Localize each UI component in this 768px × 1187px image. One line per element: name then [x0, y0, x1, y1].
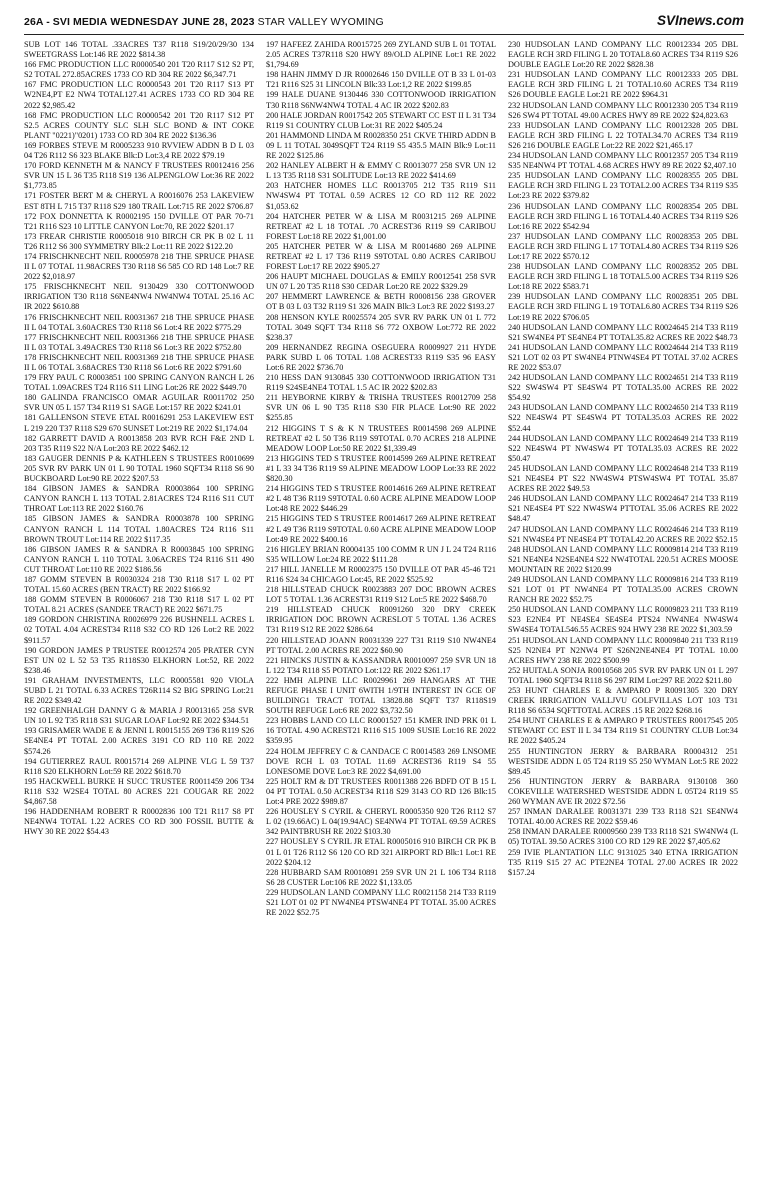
notice-entry: SUB LOT 146 TOTAL .33ACRES T37 R118 S19/20/29/30 134 SWEETGRASS Lot:146 RE 2022 $814.38: [24, 40, 254, 60]
notice-entry: 196 HADDENHAM ROBERT R R0002836 100 T21 R117 S8 PT NE4NW4 TOTAL 1.22 ACRES CO RD 300 FOSSIL BUTTE & HWY 30 RE 2022 $54.43: [24, 807, 254, 837]
column-1: [24, 40, 254, 1176]
notice-entry: 216 HIGLEY BRIAN R0004135 100 COMM R UN J L 24 T24 R116 S35 WILLOW Lot:24 RE 2022 $111.28: [266, 544, 496, 564]
notice-entry: 176 FRISCHKNECHT NEIL R0031367 218 THE SPRUCE PHASE II L 04 TOTAL 3.60ACRES T30 R118 S6 Lot:4 RE 2022 $775.29: [24, 312, 254, 332]
notice-entry: 227 HOUSLEY S CYRIL JR ETAL R0005016 910 BIRCH CR PK B 01 L 01 T26 R112 S6 120 CO RD 321 AIRPORT RD Blk:1 Lot:1 RE 2022 $204.12: [266, 837, 496, 867]
notice-entry: 244 HUDSOLAN LAND COMPANY LLC R0024649 214 T33 R119 S22 NE4SW4 PT NW4SW4 PT TOTAL35.03 ACRES RE 2022 $50.47: [508, 433, 738, 463]
notice-entry: 253 HUNT CHARLES E & AMPARO P R0091305 320 DRY CREEK IRRIGATION VALLJVU GOLFVILLAS LOT 103 T31 R118 S6 6534 SQFTTOTAL ACRES .15 RE 2022 $268.16: [508, 686, 738, 716]
notice-entry: 188 GOMM STEVEN B R0006067 218 T30 R118 S17 L 02 PT TOTAL 8.21 ACRES (SANDEE TRACT) RE 2022 $671.75: [24, 595, 254, 615]
notice-entry: 239 HUDSOLAN LAND COMPANY LLC R0028351 205 DBL EAGLE RCH 3RD FILING L 19 TOTAL6.80 ACRES T34 R119 S26 Lot:19 RE 2022 $706.05: [508, 292, 738, 322]
notice-entry: 238 HUDSOLAN LAND COMPANY LLC R0028352 205 DBL EAGLE RCH 3RD FILING L 18 TOTAL5.00 ACRES T34 R119 S26 Lot:18 RE 2022 $583.71: [508, 262, 738, 292]
notice-entry: 258 INMAN DARALEE R0009560 239 T33 R118 S21 SW4NW4 (L 05) TOTAL 39.50 ACRES 3100 CO RD 129 RE 2022 $7,405.62: [508, 827, 738, 847]
notice-entry: 236 HUDSOLAN LAND COMPANY LLC R0028354 205 DBL EAGLE RCH 3RD FILING L 16 TOTAL4.40 ACRES T34 R119 S26 Lot:16 RE 2022 $542.94: [508, 201, 738, 231]
page-header: [24, 14, 744, 35]
notice-entry: 224 HOLM JEFFREY C & CANDACE C R0014583 269 LNSOME DOVE RCH L 03 TOTAL 11.69 ACREST36 R119 S4 55 LONESOME DOVE Lot:3 RE 2022 $4,691.00: [266, 746, 496, 776]
notice-entry: 192 GREENHALGH DANNY G & MARIA J R0013165 258 SVR UN 10 L 92 T35 R118 S31 SUGAR LOAF Lot:92 RE 2022 $344.51: [24, 706, 254, 726]
notice-entry: 254 HUNT CHARLES E & AMPARO P TRUSTEES R0017545 205 STEWART CC EST II L 34 T34 R119 S1 COUNTRY CLUB Lot:34 RE 2022 $405.24: [508, 716, 738, 746]
notice-entry: 181 GALLENSON STEVE ETAL R0016291 253 LAKEVIEW EST L 219 220 T37 R118 S29 670 SUNSET Lot:219 RE 2022 $1,174.04: [24, 413, 254, 433]
notice-entry: 168 FMC PRODUCTION LLC R0000542 201 T20 R117 S12 PT S2.5 ACRES COUNTY SLC SLH SLC BOND & INT COKE PLANT "0221)"0201) 1733 CO RD 304 RE 2022 $136.36: [24, 110, 254, 140]
notice-entry: 194 GUTIERREZ RAUL R0015714 269 ALPINE VLG L 59 T37 R118 S20 ELKHORN Lot:59 RE 2022 $618.70: [24, 756, 254, 776]
notice-entry: 228 HUBBARD SAM R0010891 259 SVR UN 21 L 106 T34 R118 S6 28 CUSTER Lot:106 RE 2022 $1,133.05: [266, 867, 496, 887]
header-dateline: [24, 16, 384, 28]
notice-entry: 184 GIBSON JAMES & SANDRA R0003864 100 SPRING CANYON RANCH L 113 TOTAL 2.81ACRES T24 R116 S11 CUT THROAT Lot:113 RE 2022 $160.76: [24, 484, 254, 514]
notice-entry: 248 HUDSOLAN LAND COMPANY LLC R0009814 214 T33 R119 S21 NE4NE4 N2SE4NE4 S22 NW4TOTAL 220.51 ACRES MOOSE MOUNTAIN RE 2022 $120.99: [508, 544, 738, 574]
notice-entry: 251 HUDSOLAN LAND COMPANY LLC R0009840 211 T33 R119 S25 N2NE4 PT N2NW4 PT S26N2NE4NE4 PT TOTAL 10.00 ACRES HWY 238 RE 2022 $500.99: [508, 635, 738, 665]
notice-entry: 232 HUDSOLAN LAND COMPANY LLC R0012330 205 T34 R119 S26 SW4 PT TOTAL 49.00 ACRES HWY 89 RE 2022 $24,823.63: [508, 100, 738, 120]
notice-entry: 245 HUDSOLAN LAND COMPANY LLC R0024648 214 T33 R119 S21 NE4SE4 PT S22 NW4SW4 PTSW4SW4 PT TOTAL 35.87 ACRES RE 2022 $49.53: [508, 463, 738, 494]
notice-entry: 169 FORBES STEVE M R0005233 910 RVVIEW ADDN B D L 03 04 T26 R112 S6 323 BLAKE Blk:D Lot:3,4 RE 2022 $79.19: [24, 140, 254, 161]
notice-entry: 229 HUDSOLAN LAND COMPANY LLC R0021158 214 T33 R119 S21 LOT 01 02 PT NW4NE4 PTSW4NE4 PT TOTAL 35.00 ACRES RE 2022 $52.75: [266, 887, 496, 918]
notice-entry: 175 FRISCHKNECHT NEIL 9130429 330 COTTONWOOD IRRIGATION T30 R118 S6NE4NW4 NW4NW4 TOTAL 25.16 AC IR 2022 $610.88: [24, 282, 254, 312]
notice-entry: 178 FRISCHKNECHT NEIL R0031369 218 THE SPRUCE PHASE II L 06 TOTAL 3.68ACRES T30 R118 S6 Lot:6 RE 2022 $791.60: [24, 352, 254, 372]
notice-entry: 174 FRISCHKNECHT NEIL R0005978 218 THE SPRUCE PHASE II L 07 TOTAL 11.98ACRES T30 R118 S6 585 CO RD 148 Lot:7 RE 2022 $2,018.97: [24, 251, 254, 282]
notice-entry: 217 HILL JANELLE M R0002375 150 DVILLE OT PAR 45-46 T21 R116 S24 34 CHICAGO Lot:45, RE 2022 $525.92: [266, 564, 496, 584]
column-2: [266, 40, 496, 1176]
notice-entry: 197 HAFEEZ ZAHIDA R0015725 269 ZYLAND SUB L 01 TOTAL 2.05 ACRES T37R118 S20 HWY 89/OLD ALPINE Lot:1 RE 2022 $1,794.69: [266, 40, 496, 70]
notice-entry: 214 HIGGINS TED S TRUSTEE R0014616 269 ALPINE RETREAT #2 L 48 T36 R119 S9TOTAL 0.60 ACRE ALPINE MEADOW LOOP Lot:48 RE 2022 $446.29: [266, 484, 496, 514]
notice-entry: 257 INMAN DARALEE R0031371 239 T33 R118 S21 SE4NW4 TOTAL 40.00 ACRES RE 2022 $59.46: [508, 807, 738, 827]
notice-entry: 243 HUDSOLAN LAND COMPANY LLC R0024650 214 T33 R119 S22 NE4SW4 PT SE4SW4 PT TOTAL35.03 ACRES RE 2022 $52.44: [508, 403, 738, 433]
notice-entry: 234 HUDSOLAN LAND COMPANY LLC R0012357 205 T34 R119 S35 NE4NW4 PT TOTAL 4.68 ACRES HWY 89 RE 2022 $2,407.10: [508, 151, 738, 171]
notice-entry: 198 HAHN JIMMY D JR R0002646 150 DVILLE OT B 33 L 01-03 T21 R116 S25 31 LINCOLN Blk:33 Lot:1,2 RE 2022 $199.85: [266, 70, 496, 90]
notice-entry: 225 HOLT RM & DT TRUSTEES R0011388 226 BDFD OT B 15 L 04 PT TOTAL 0.50 ACREST34 R118 S29 3143 CO RD 126 Blk:15 Lot:4 PRE 2022 $989.87: [266, 776, 496, 807]
notice-entry: 222 HMH ALPINE LLC R0029961 269 HANGARS AT THE REFUGE PHASE I UNIT 6WITH 1/9TH INTEREST IN GCE OF BUILDING1 TRACT TOTAL 13828.88 SQFT T37 R118S19 SOUTH REFUGE Lot:6 RE 2022 $3,732.50: [266, 675, 496, 716]
notice-entry: 182 GARRETT DAVID A R0013858 203 RVR RCH F&E 2ND L 203 T35 R119 S22 N/A Lot:203 RE 2022 $462.12: [24, 433, 254, 453]
notice-entry: 203 HATCHER HOMES LLC R0013705 212 T35 R119 S11 NW4SW4 PT TOTAL 0.59 ACRES 12 CO RD 112 RE 2022 $1,053.62: [266, 181, 496, 211]
notice-entry: 241 HUDSOLAN LAND COMPANY LLC R0024644 214 T33 R119 S21 LOT 02 03 PT SW4NE4 PTNW4SE4 PT TOTAL 37.02 ACRES RE 2022 $53.07: [508, 342, 738, 372]
notice-entry: 202 HANLEY ALBERT H & EMMY C R0013077 258 SVR UN 12 L 13 T35 R118 S31 SOLITUDE Lot:13 RE 2022 $414.69: [266, 161, 496, 181]
notice-entry: 180 GALINDA FRANCISCO OMAR AGUILAR R0011702 250 SVR UN 05 L 157 T34 R119 S1 SAGE Lot:157 RE 2022 $241.01: [24, 393, 254, 413]
header-page-section: 26A - SVI MEDIA: [24, 16, 108, 28]
header-site-name[interactable]: SVInews.com: [656, 13, 744, 28]
notice-entry: 170 FORD KENNETH M & NANCY F TRUSTEES R0012416 256 SVR UN 15 L 36 T35 R118 S19 136 ALPENGLOW Lot:36 RE 2022 $1,773.85: [24, 161, 254, 191]
notice-entry: 247 HUDSOLAN LAND COMPANY LLC R0024646 214 T33 R119 S21 NW4SE4 PT NE4SE4 PT TOTAL42.20 ACRES RE 2022 $52.15: [508, 524, 738, 544]
notice-entry: 187 GOMM STEVEN B R0030324 218 T30 R118 S17 L 02 PT TOTAL 15.60 ACRES (BEN TRACT) RE 2022 $166.92: [24, 574, 254, 595]
notice-entry: 195 HACKWELL BURKE H SUCC TRUSTEE R0011459 206 T34 R118 S32 W2SE4 TOTAL 80 ACRES 221 COUGAR RE 2022 $4,867.58: [24, 776, 254, 807]
notice-entry: 183 GAUGER DENNIS P & KATHLEEN S TRUSTEES R0010699 205 SVR RV PARK UN 01 L 90 TOTAL 1960 SQFT34 R118 S6 90 BUCKBOARD Lot:90 RE 2022 $207.53: [24, 453, 254, 484]
notice-entry: 237 HUDSOLAN LAND COMPANY LLC R0028353 205 DBL EAGLE RCH 3RD FILING L 17 TOTAL4.80 ACRES T34 R119 S26 Lot:17 RE 2022 $570.12: [508, 231, 738, 261]
notice-entry: 256 HUNTINGTON JERRY & BARBARA 9130108 360 COKEVILLE WATERSHED WESTSIDE ADDN L 05T24 R119 S5 260 WYMAN AVE IR 2022 $72.56: [508, 776, 738, 807]
notice-entry: 233 HUDSOLAN LAND COMPANY LLC R0012328 205 DBL EAGLE RCH 3RD FILING L 22 TOTAL34.70 ACRES T34 R119 S26 216 DOUBLE EAGLE Lot:22 RE 2022 $21,465.17: [508, 120, 738, 150]
notice-entry: 218 HILLSTEAD CHUCK R0023883 207 DOC BROWN ACRES LOT 5 TOTAL 1.36 ACREST31 R119 S12 Lot:5 RE 2022 $468.70: [266, 585, 496, 605]
notice-entry: 208 HENSON KYLE R0025574 205 SVR RV PARK UN 01 L 772 TOTAL 3049 SQFT T34 R118 S6 772 OXBOW Lot:772 RE 2022 $238.37: [266, 312, 496, 342]
notice-entry: 199 HALE DUANE 9130446 330 COTTONWOOD IRRIGATION T30 R118 S6NW4NW4 TOTAL 4 AC IR 2022 $202.83: [266, 90, 496, 110]
notice-entry: 166 FMC PRODUCTION LLC R0000540 201 T20 R117 S12 S2 PT, S2 TOTAL 272.85ACRES 1733 CO RD 304 RE 2022 $6,347.71: [24, 60, 254, 80]
notice-entry: 219 HILLSTEAD CHUCK R0091260 320 DRY CREEK IRRIGATION DOC BROWN ACRESLOT 5 TOTAL 1.36 ACRES T31 R119 S12 RE 2022 $286.64: [266, 605, 496, 635]
notice-entry: 230 HUDSOLAN LAND COMPANY LLC R0012334 205 DBL EAGLE RCH 3RD FILING L 20 TOTAL8.60 ACRES T34 R119 S26 DOUBLE EAGLE Lot:20 RE 2022 $828.38: [508, 40, 738, 70]
notice-entry: 205 HATCHER PETER W & LISA M R0014680 269 ALPINE RETREAT #2 L 17 T36 R119 S9TOTAL 0.80 ACRES CARIBOU FOREST Lot:17 RE 2022 $905.27: [266, 241, 496, 272]
notice-entry: 191 GRAHAM INVESTMENTS, LLC R0005581 920 VIOLA SUBD L 21 TOTAL 6.33 ACRES T26R114 S2 BIG SPRING Lot:21 RE 2022 $349.42: [24, 675, 254, 706]
notice-entry: 185 GIBSON JAMES & SANDRA R0003878 100 SPRING CANYON RANCH L 114 TOTAL 1.80ACRES T24 R116 S11 BROWN TROUT Lot:114 RE 2022 $117.35: [24, 514, 254, 544]
notice-entry: 189 GORDON CHRISTINA R0026979 226 BUSHNELL ACRES L 02 TOTAL 4.04 ACREST34 R118 S32 CO RD 126 Lot:2 RE 2022 $911.57: [24, 615, 254, 645]
notice-entry: 213 HIGGINS TED S TRUSTEE R0014599 269 ALPINE RETREAT #1 L 33 34 T36 R119 S9 ALPINE MEADOW LOOP Lot:33 RE 2022 $820.30: [266, 453, 496, 484]
notice-entry: 212 HIGGINS T S & K N TRUSTEES R0014598 269 ALPINE RETREAT #2 L 50 T36 R119 S9TOTAL 0.70 ACRES 218 ALPINE MEADOW LOOP Lot:50 RE 2022 $1,339.49: [266, 423, 496, 453]
notice-entry: 249 HUDSOLAN LAND COMPANY LLC R0009816 214 T33 R119 S21 LOT 01 PT NW4NE4 PT TOTAL35.00 ACRES CROWN RANCH RE 2022 $52.75: [508, 574, 738, 605]
notice-entry: 201 HAMMOND LINDA M R0028350 251 CKVE THIRD ADDN B 09 L 11 TOTAL 3049SQFT T24 R119 S5 435.5 MAIN Blk:9 Lot:11 RE 2022 $125.86: [266, 130, 496, 161]
notice-entry: 172 FOX DONNETTA K R0002195 150 DVILLE OT PAR 70-71 T21 R116 S23 10 LITTLE CANYON Lot:70, RE 2022 $201.17: [24, 211, 254, 231]
notice-entry: 211 HEYBORNE KIRBY & TRISHA TRUSTEES R0012709 258 SVR UN 06 L 90 T35 R118 S30 FIR PLACE Lot:90 RE 2022 $255.85: [266, 393, 496, 423]
notice-entry: 177 FRISCHKNECHT NEIL R0031366 218 THE SPRUCE PHASE II L 03 TOTAL 3.49ACRES T30 R118 S6 Lot:3 RE 2022 $752.80: [24, 332, 254, 352]
notice-entry: 235 HUDSOLAN LAND COMPANY LLC R0028355 205 DBL EAGLE RCH 3RD FILING L 23 TOTAL2.00 ACRES T34 R119 S35 Lot:23 RE 2022 $379.82: [508, 171, 738, 201]
notice-entry: 223 HOBBS LAND CO LLC R0001527 151 KMER IND PRK 01 L 16 TOTAL 4.90 ACREST21 R116 S15 1009 SUSIE Lot:16 RE 2022 $359.95: [266, 716, 496, 746]
notice-entry: 173 FREAR CHRISTIE R0005018 910 BIRCH CR PK B 02 L 11 T26 R112 S6 300 SYMMETRY Blk:2 Lot:11 RE 2022 $122.20: [24, 231, 254, 251]
notice-entry: 210 HESS DAN 9130845 330 COTTONWOOD IRRIGATION T31 R119 S24SE4NE4 TOTAL 1.5 AC IR 2022 $202.83: [266, 373, 496, 393]
notice-entry: 252 HUITALA SONJA R0010568 205 SVR RV PARK UN 01 L 297 TOTAL 1960 SQFT34 R118 S6 297 RIM Lot:297 RE 2022 $211.80: [508, 665, 738, 685]
notice-entry: 209 HERNANDEZ REGINA OSEGUERA R0009927 211 HYDE PARK SUBD L 06 TOTAL 1.08 ACREST33 R119 S35 96 EASY Lot:6 RE 2022 $736.70: [266, 342, 496, 372]
notice-entry: 206 HAUPT MICHAEL DOUGLAS & EMILY R0012541 258 SVR UN 07 L 20 T35 R118 S30 CEDAR Lot:20 RE 2022 $329.29: [266, 272, 496, 292]
header-location: STAR VALLEY WYOMING: [257, 16, 384, 28]
notice-entry: 242 HUDSOLAN LAND COMPANY LLC R0024651 214 T33 R119 S22 SW4SW4 PT SE4SW4 PT TOTAL35.00 ACRES RE 2022 $54.92: [508, 373, 738, 403]
notice-entry: 207 HEMMERT LAWRENCE & BETH R0008156 238 GROVER OT B 03 L 03 T32 R119 S1 326 MAIN Blk:3 Lot:3 RE 2022 $193.27: [266, 292, 496, 312]
notice-entry: 215 HIGGINS TED S TRUSTEE R0014617 269 ALPINE RETREAT #2 L 49 T36 R119 S9TOTAL 0.60 ACRE ALPINE MEADOW LOOP Lot:49 RE 2022 $400.16: [266, 514, 496, 544]
notice-entry: 167 FMC PRODUCTION LLC R0000543 201 T20 R117 S13 PT W2NE4,PT E2 NW4 TOTAL127.41 ACRES 1733 CO RD 304 RE 2022 $2,985.42: [24, 80, 254, 110]
notice-entry: 221 HINCKS JUSTIN & KASSANDRA R0010097 259 SVR UN 18 L 122 T34 R118 S5 POTATO Lot:122 RE 2022 $261.17: [266, 655, 496, 675]
notice-entry: 246 HUDSOLAN LAND COMPANY LLC R0024647 214 T33 R119 S21 NE4SE4 PT S22 NW4SW4 PTTOTAL 35.06 ACRES RE 2022 $48.47: [508, 494, 738, 524]
notice-entry: 171 FOSTER BERT M & CHERYL A R0016076 253 LAKEVIEW EST 8TH L 715 T37 R118 S29 180 TRAIL Lot:715 RE 2022 $706.87: [24, 191, 254, 211]
notice-entry: 220 HILLSTEAD JOANN R0031339 227 T31 R119 S10 NW4NE4 PT TOTAL 2.00 ACRES RE 2022 $60.90: [266, 635, 496, 655]
notice-columns: [24, 40, 750, 1176]
notice-entry: 259 IVIE PLANTATION LLC 9131025 340 ETNA IRRIGATION T35 R119 S15 27 AC PTE2NE4 TOTAL 27.00 ACRES IR 2022 $157.24: [508, 847, 738, 877]
notice-entry: 204 HATCHER PETER W & LISA M R0031215 269 ALPINE RETREAT #2 L 18 TOTAL .70 ACREST36 R119 S9 CARIBOU FOREST Lot:18 RE 2022 $1,001.00: [266, 211, 496, 241]
notice-entry: 200 HALE JORDAN R0017542 205 STEWART CC EST II L 31 T34 R119 S1 COUNTRY CLUB Lot:31 RE 2022 $405.24: [266, 110, 496, 130]
notice-entry: 240 HUDSOLAN LAND COMPANY LLC R0024645 214 T33 R119 S21 SW4NE4 PT SE4NE4 PT TOTAL35.82 ACRES RE 2022 $48.73: [508, 322, 738, 342]
notice-entry: 226 HOUSLEY S CYRIL & CHERYL R0005350 920 T26 R112 S7 L 02 (19.66AC) L 04(19.94AC) SE4NW4 PT TOTAL 69.59 ACRES 342 PAINTBRUSH RE 2022 $103.30: [266, 807, 496, 837]
notice-entry: 193 GRISAMER WADE E & JENNI L R0015155 269 T36 R119 S26 SE4NE4 PT TOTAL 2.00 ACRES 3191 CO RD 110 RE 2022 $574.26: [24, 726, 254, 756]
header-date: WEDNESDAY JUNE 28, 2023: [110, 16, 255, 28]
notice-entry: 250 HUDSOLAN LAND COMPANY LLC R0009823 211 T33 R119 S23 E2NE4 PT NE4SE4 SE4SE4 PTS24 NW4NE4 NW4SW4 SW4SE4 TOTAL546.55 ACRES 924 HWY 238 RE 2022 $1,303.59: [508, 605, 738, 635]
notice-entry: 186 GIBSON JAMES R & SANDRA R R0003845 100 SPRING CANYON RANCH L 110 TOTAL 3.06ACRES T24 R116 S11 490 CUT THROAT Lot:110 RE 2022 $186.56: [24, 544, 254, 574]
notice-entry: 179 FRY PAUL C R0003851 100 SPRING CANYON RANCH L 26 TOTAL 1.09ACRES T24 R116 S11 LING Lot:26 RE 2022 $449.70: [24, 373, 254, 393]
column-3: [508, 40, 738, 1176]
notice-entry: 190 GORDON JAMES P TRUSTEE R0012574 205 PRATER CYN EST UN 02 L 52 53 T35 R118S30 ELKHORN Lot:52, RE 2022 $238.46: [24, 645, 254, 675]
notice-entry: 231 HUDSOLAN LAND COMPANY LLC R0012333 205 DBL EAGLE RCH 3RD FILING L 21 TOTAL10.60 ACRES T34 R119 S26 DOUBLE EAGLE Lot:21 RE 2022 $964.31: [508, 70, 738, 100]
notice-entry: 255 HUNTINGTON JERRY & BARBARA R0004312 251 WESTSIDE ADDN L 05 T24 R119 S5 250 WYMAN Lot:5 RE 2022 $89.45: [508, 746, 738, 776]
